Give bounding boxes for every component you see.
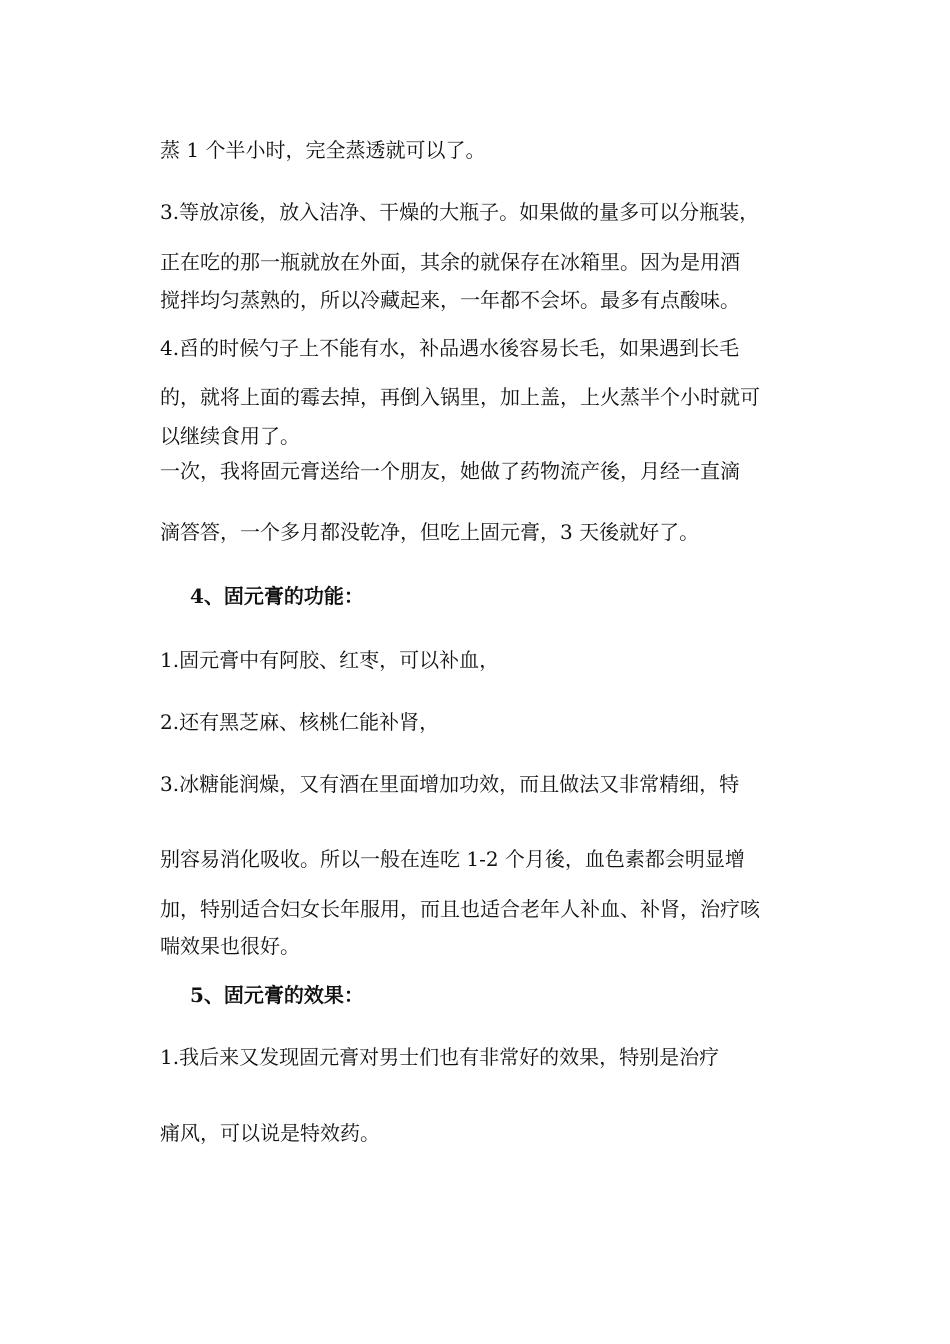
paragraph-line: 滴答答，一个多月都没乾净，但吃上固元膏，3 天後就好了。 bbox=[160, 520, 700, 544]
paragraph-line: 蒸 1 个半小时，完全蒸透就可以了。 bbox=[160, 138, 486, 162]
paragraph-line: 搅拌均匀蒸熟的，所以冷藏起来，一年都不会坏。最多有点酸味。 bbox=[160, 288, 740, 312]
list-item: 1.固元膏中有阿胶、红枣，可以补血， bbox=[160, 648, 500, 672]
list-item: 1.我后来又发现固元膏对男士们也有非常好的效果，特别是治疗 bbox=[160, 1045, 720, 1069]
paragraph-line: 正在吃的那一瓶就放在外面，其余的就保存在冰箱里。因为是用酒 bbox=[160, 250, 740, 274]
section-heading: 4、固元膏的功能： bbox=[190, 584, 364, 608]
paragraph-line: 3.等放凉後，放入洁净、干燥的大瓶子。如果做的量多可以分瓶装， bbox=[160, 200, 760, 224]
list-item: 3.冰糖能润燥，又有酒在里面增加功效，而且做法又非常精细，特 bbox=[160, 772, 740, 796]
list-item: 2.还有黑芝麻、核桃仁能补肾， bbox=[160, 710, 440, 734]
paragraph-line: 加，特别适合妇女长年服用，而且也适合老年人补血、补肾，治疗咳 bbox=[160, 897, 760, 921]
paragraph-line: 一次，我将固元膏送给一个朋友，她做了药物流产後，月经一直滴 bbox=[160, 459, 740, 483]
paragraph-line: 别容易消化吸收。所以一般在连吃 1-2 个月後，血色素都会明显增 bbox=[160, 847, 745, 871]
section-heading: 5、固元膏的效果： bbox=[190, 983, 364, 1007]
paragraph-line: 以继续食用了。 bbox=[160, 424, 300, 448]
paragraph-line: 4.舀的时候勺子上不能有水，补品遇水後容易长毛，如果遇到长毛 bbox=[160, 336, 740, 360]
paragraph-line: 喘效果也很好。 bbox=[160, 934, 300, 958]
paragraph-line: 痛风，可以说是特效药。 bbox=[160, 1121, 380, 1145]
paragraph-line: 的，就将上面的霉去掉，再倒入锅里，加上盖，上火蒸半个小时就可 bbox=[160, 385, 760, 409]
